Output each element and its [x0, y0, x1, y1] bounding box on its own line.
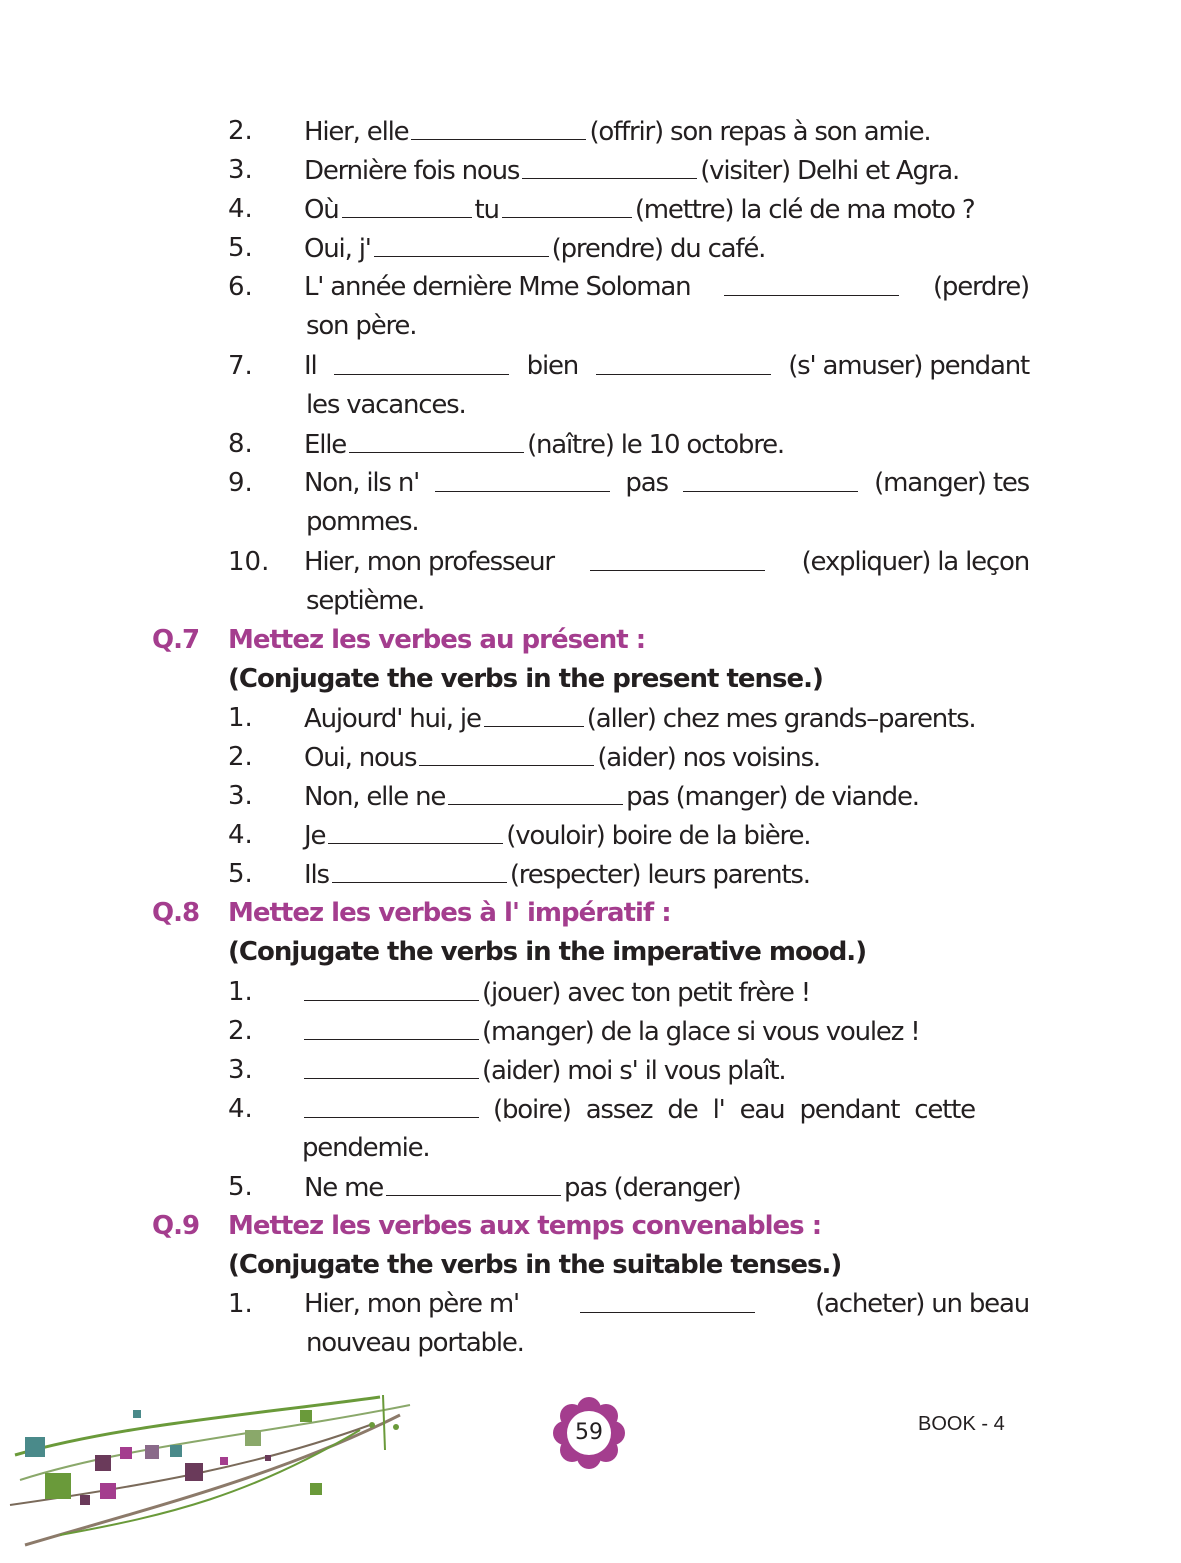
item-text: (aider) nos voisins. — [597, 743, 820, 773]
item-text: Elle — [304, 430, 347, 460]
item-number: 3. — [228, 1055, 253, 1085]
answer-blank[interactable] — [484, 699, 584, 727]
item-text: Aujourd' hui, je — [304, 704, 481, 734]
item-number: 8. — [228, 429, 253, 459]
item-text: Dernière fois nous — [304, 156, 520, 186]
item-number: 3. — [228, 155, 253, 185]
answer-blank[interactable] — [590, 543, 765, 571]
item-number: 5. — [228, 1172, 253, 1202]
item-text-continued: son père. — [306, 311, 417, 341]
item-number: 2. — [228, 1016, 253, 1046]
item-text: Non, ils n' — [304, 468, 420, 498]
item-text-continued: pommes. — [306, 507, 419, 537]
question-number: Q.9 — [152, 1211, 200, 1241]
item-text: L' année dernière Mme Soloman — [304, 272, 691, 302]
item-text-continued: les vacances. — [306, 390, 466, 420]
item-text: bien — [526, 351, 579, 381]
item-text: Ne me — [304, 1173, 384, 1203]
item-text: pas (manger) de viande. — [626, 782, 919, 812]
item-number: 2. — [228, 742, 253, 772]
question-subtitle: (Conjugate the verbs in the imperative mood.) — [228, 937, 867, 967]
question-number: Q.8 — [152, 898, 200, 928]
answer-blank[interactable] — [374, 229, 549, 257]
item-text: Hier, mon professeur — [304, 547, 554, 577]
item-number: 5. — [228, 859, 253, 889]
answer-blank[interactable] — [304, 973, 479, 1001]
item-number: 1. — [228, 1289, 253, 1319]
item-number: 6. — [228, 272, 253, 302]
item-number: 3. — [228, 781, 253, 811]
question-title: Mettez les verbes au présent : — [228, 625, 646, 655]
answer-blank[interactable] — [502, 190, 632, 218]
answer-blank[interactable] — [386, 1168, 561, 1196]
answer-blank[interactable] — [328, 816, 503, 844]
item-text: Non, elle ne — [304, 782, 446, 812]
item-text: (perdre) — [932, 272, 1029, 302]
question-subtitle: (Conjugate the verbs in the present tense.) — [228, 664, 823, 694]
item-text: (manger) tes — [874, 468, 1029, 498]
answer-blank[interactable] — [304, 1012, 479, 1040]
item-number: 1. — [228, 977, 253, 1007]
answer-blank[interactable] — [724, 268, 899, 296]
item-text: pas — [625, 468, 668, 498]
answer-blank[interactable] — [448, 777, 623, 805]
question-subtitle: (Conjugate the verbs in the suitable tenses.) — [228, 1250, 842, 1280]
answer-blank[interactable] — [435, 464, 610, 492]
answer-blank[interactable] — [411, 112, 586, 140]
item-text: tu — [474, 195, 499, 225]
item-text: Il — [304, 351, 317, 381]
page-number-badge — [553, 1397, 625, 1469]
item-text: (naître) le 10 octobre. — [527, 430, 784, 460]
item-text: (manger) de la glace si vous voulez ! — [482, 1017, 920, 1047]
item-text: Hier, mon père m' — [304, 1289, 519, 1319]
item-number: 10. — [228, 547, 270, 577]
answer-blank[interactable] — [580, 1285, 755, 1313]
answer-blank[interactable] — [342, 190, 472, 218]
item-text: Je — [304, 821, 326, 851]
item-text: (jouer) avec ton petit frère ! — [482, 978, 811, 1008]
book-label: BOOK - 4 — [918, 1413, 1005, 1435]
question-title: Mettez les verbes à l' impératif : — [228, 898, 671, 928]
item-text-continued: pendemie. — [302, 1133, 430, 1163]
answer-blank[interactable] — [596, 347, 771, 375]
item-text: Oui, nous — [304, 743, 417, 773]
item-text: (prendre) du café. — [551, 234, 766, 264]
item-number: 7. — [228, 351, 253, 381]
question-number: Q.7 — [152, 625, 200, 655]
item-text: Hier, elle — [304, 117, 409, 147]
answer-blank[interactable] — [419, 738, 594, 766]
item-text: Où — [304, 195, 339, 225]
answer-blank[interactable] — [332, 855, 507, 883]
item-number: 9. — [228, 468, 253, 498]
item-text: (mettre) la clé de ma moto ? — [634, 195, 975, 225]
item-text: (vouloir) boire de la bière. — [506, 821, 811, 851]
answer-blank[interactable] — [683, 464, 858, 492]
item-number: 2. — [228, 116, 253, 146]
answer-blank[interactable] — [522, 151, 697, 179]
item-text: (boire) assez de l' eau pendant cette — [493, 1095, 975, 1125]
page-number: 59 — [575, 1420, 603, 1445]
question-title: Mettez les verbes aux temps convenables : — [228, 1211, 822, 1241]
item-text: (aller) chez mes grands–parents. — [586, 704, 976, 734]
item-text: Ils — [304, 860, 329, 890]
item-text: (s' amuser) pendant — [788, 351, 1029, 381]
item-text: (expliquer) la leçon — [801, 547, 1029, 577]
item-number: 4. — [228, 194, 253, 224]
answer-blank[interactable] — [334, 347, 509, 375]
answer-blank[interactable] — [304, 1090, 479, 1118]
item-number: 5. — [228, 233, 253, 263]
item-text: Oui, j' — [304, 234, 371, 264]
item-number: 1. — [228, 703, 253, 733]
item-number: 4. — [228, 1094, 253, 1124]
answer-blank[interactable] — [304, 1051, 479, 1079]
item-text: (aider) moi s' il vous plaît. — [482, 1056, 786, 1086]
item-text: (acheter) un beau — [815, 1289, 1029, 1319]
item-text: (respecter) leurs parents. — [509, 860, 810, 890]
item-number: 4. — [228, 820, 253, 850]
item-text-continued: septième. — [306, 586, 425, 616]
answer-blank[interactable] — [349, 425, 524, 453]
item-text: pas (deranger) — [564, 1173, 741, 1203]
decorative-swirl — [0, 1385, 430, 1555]
item-text: (visiter) Delhi et Agra. — [700, 156, 960, 186]
item-text: (offrir) son repas à son amie. — [589, 117, 931, 147]
item-text-continued: nouveau portable. — [306, 1328, 524, 1358]
